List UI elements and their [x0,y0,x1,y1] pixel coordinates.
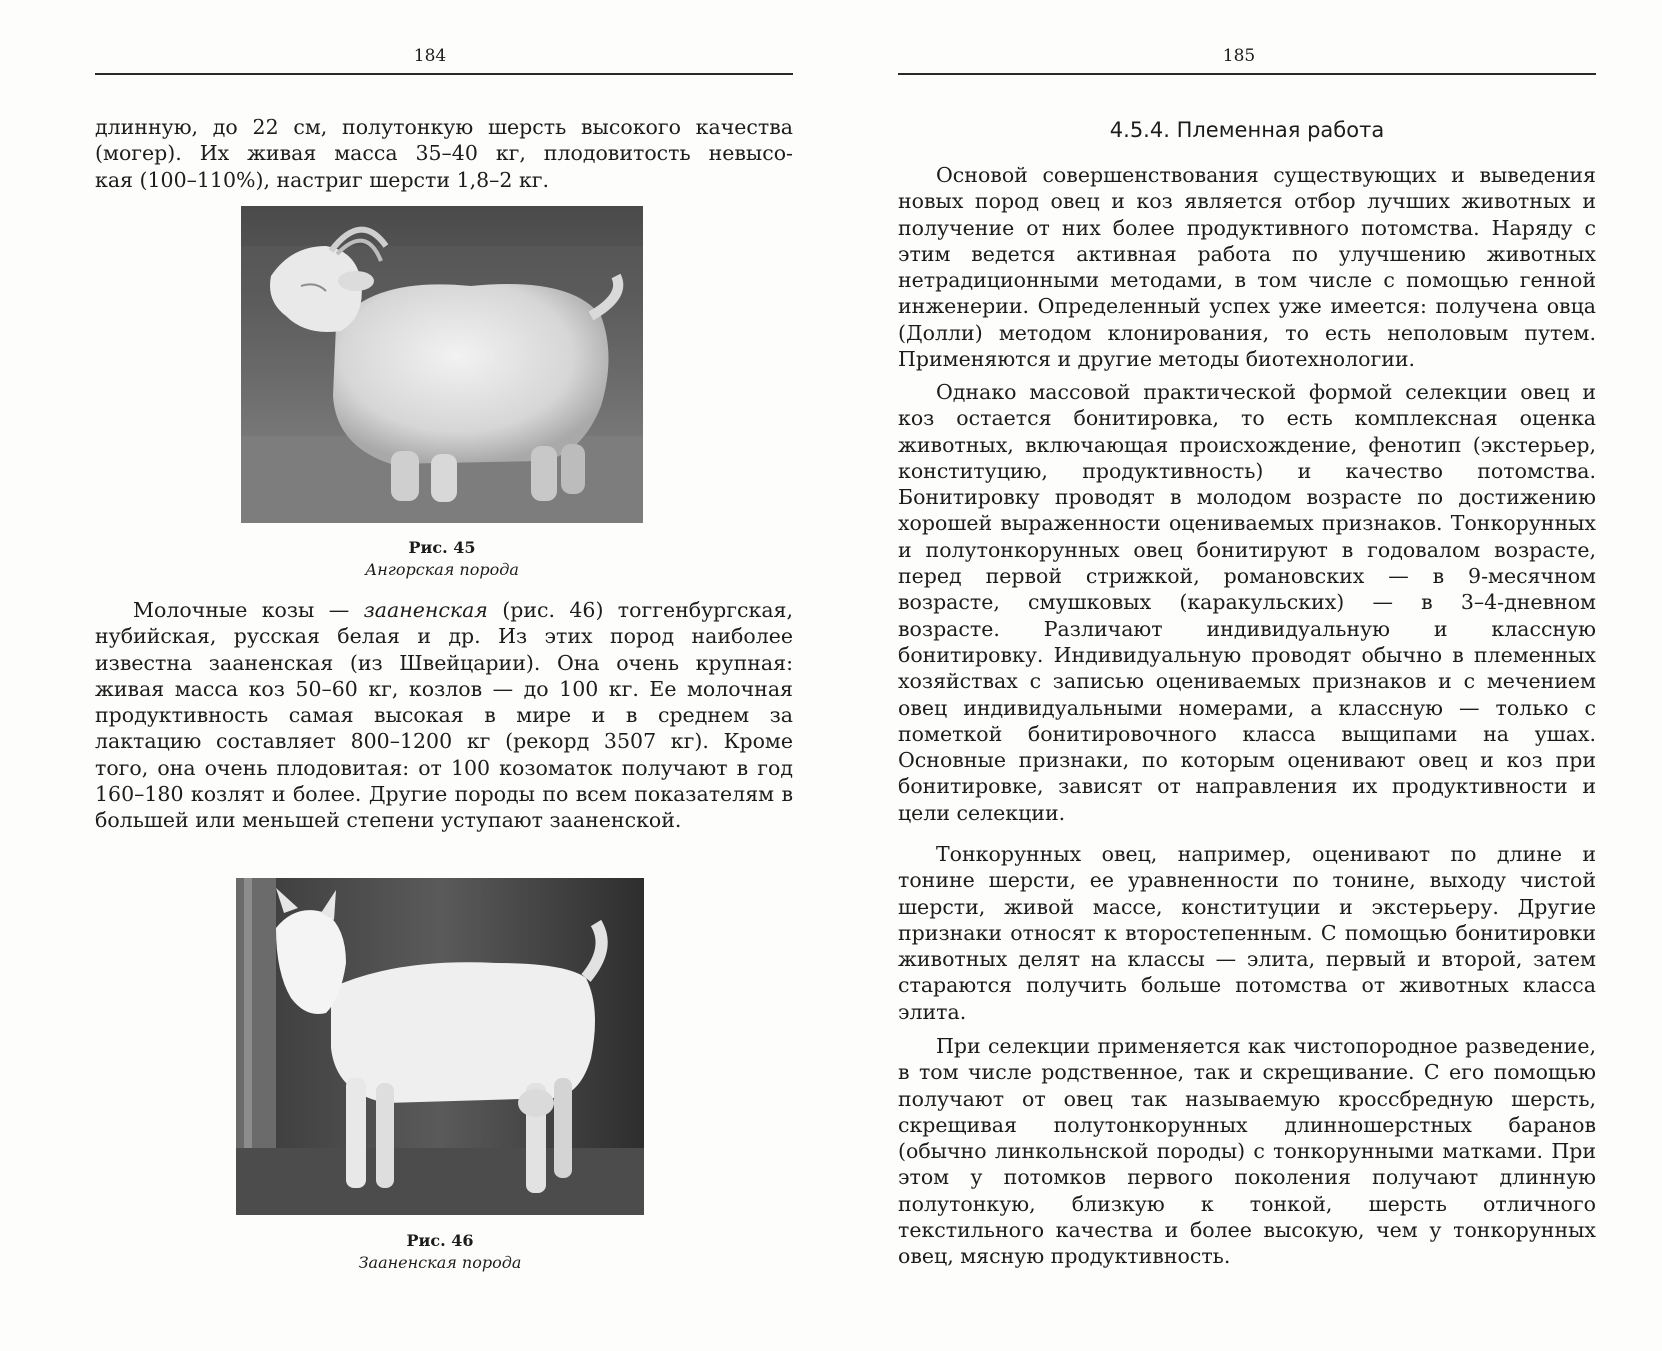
milk-goats-rest: (рис. 46) тоггенбургская, нубийская, русская белая и др. Из этих пород наиболее известна зааненская (из Швейцарии). Она очень крупная: живая масса коз 50–60 кг, козлов — до 100 кг. Ее молочная продуктивность самая высокая в мире и в среднем за лактацию составляет 800–1200 кг (рекорд 3507 кг). Кроме того, она очень плодовитая: от 100 козоматок получают в год 160–180 козлят и более. Другие породы по всем показателям в большей или меньшей степени уступают зааненской. [95,598,794,833]
figure-45-number: Рис. 45 [408,538,476,557]
right-page [831,0,1662,1351]
intro-line-3: кая (100–110%), настриг шерсти 1,8–2 кг. [95,167,550,192]
saanen-goat-photo [236,878,644,1215]
angora-goat-photo [241,206,643,523]
intro-line-2: (могер). Их живая масса 35–40 кг, плодовитость невысо- [95,141,793,166]
section-heading: 4.5.4. Племенная работа [1109,118,1385,142]
figure-46-caption [236,1230,644,1274]
figure-45-caption [241,537,643,581]
paragraph-1: Основой совершенствования существующих и выведения новых пород овец и коз является отбор лучших животных и получение от них более продуктивного потомства. Наряду с этим ведется активная работа по улучшению животных нетрадиционными методами, в том числе с помощью генной инженерии. Определенный успех уже имеется: получена овца (Долли) методом клонирования, то есть неполовым путем. Применяются и другие методы биотехнологии. [898,163,1596,372]
paragraph-4: При селекции применяется как чистопородное разведение, в том числе родственное, так и скрещивание. С его помощью получают от овец так называемую кроссбредную шерсть, скрещивая полутонкорунных длинношерстных баранов (обычно линкольнской породы) с тонкорунными матками. При этом у потомков первого поколения получают длинную полутонкую, близкую к тонкой, шерсть отличного текстильного качества и более высокую, чем у тонкорунных овец, мясную продуктивность. [898,1034,1596,1269]
saanen-goat-illustration [236,878,644,1215]
angora-goat-illustration [241,206,643,523]
milk-goats-lead: Молочные козы — [133,598,364,622]
page-number-right: 185 [1222,46,1256,66]
intro-line-1: длинную, до 22 см, полутонкую шерсть высокого качества [95,115,793,139]
milk-goats-emph: зааненская [363,598,488,622]
paragraph-2: Однако массовой практической формой селекции овец и коз остается бонитировка, то есть комплексная оценка животных, включающая происхождение, фенотип (экстерьер, конституцию, продуктивность) и качество потомства. Бонитировку проводят в молодом возрасте по достижению хорошей выраженности оцениваемых признаков. Тонкорунных и полутонкорунных овец бонитируют в годовалом возрасте, перед первой стрижкой, романовских — в 9-месячном возрасте, смушковых (каракульских) — в 3–4-дневном возрасте. Различают индивидуальную и классную бонитировку. Индивидуальную проводят обычно в племенных хозяйствах с записью оцениваемых признаков и с мечением овец индивидуальными номерами, а классную — только с пометкой бонитировочного класса выщипами на ушах. Основные признаки, по которым оценивают овец и коз при бонитировке, зависят от направления их продуктивности и цели селекции. [898,380,1596,825]
milk-goats-paragraph [95,597,793,834]
figure-45-title: Ангорская порода [365,560,519,579]
figure-46-title: Зааненская порода [358,1253,522,1272]
page-number-left: 184 [413,46,447,66]
paragraph-3: Тонкорунных овец, например, оценивают по длине и тонине шерсти, ее уравненности по тонине, выходу чистой шерсти, живой массе, конституции и экстерьеру. Другие признаки относят к второстепенным. С помощью бонитировки животных делят на классы — элита, первый и второй, затем стараются получить больше потомства от животных класса элита. [898,842,1596,1024]
intro-paragraph [95,114,793,193]
header-rule-right [898,73,1596,75]
header-rule-left [95,73,793,75]
figure-46-number: Рис. 46 [406,1231,474,1250]
